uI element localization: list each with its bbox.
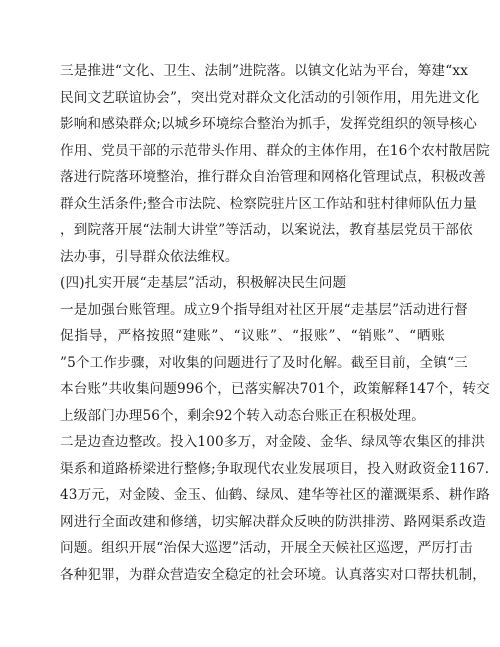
paragraph-line: 问题。组织开展“治保大巡逻”活动，开展全天候社区巡逻，严厉打击 [60,540,473,556]
paragraph-line: 影响和感染群众;以城乡环境综合整治为抓手，发挥党组织的领导核心 [60,116,478,132]
paragraph-line: 网进行全面改建和修缮，切实解决群众反映的防洪排涝、路网渠系改造 [60,513,487,530]
paragraph-line: 民间文艺联谊协会”，突出党对群众文化活动的引领作用，用先进文化 [60,89,480,106]
paragraph-line: 群众生活条件;整合市法院、检察院驻片区工作站和驻村律师队伍力量 [60,195,478,212]
paragraph-line: 各种犯罪，为群众营造安全稳定的社会环境。认真落实对口帮扶机制， [60,566,487,583]
paragraph-line: 二是边查边整改。投入100多万，对金陵、金华、绿凤等农集区的排洪 [60,434,485,450]
paragraph-line: 落进行院落环境整治，推行群众自治管理和网格化管理试点，积极改善 [60,169,487,185]
paragraph-line: 法办事，引导群众依法维权。 [60,248,239,265]
paragraph-line: 一是加强台账管理。成立9个指导组对社区开展“走基层”活动进行督 [60,301,468,318]
paragraph-line: 43万元，对金陵、金玉、仙鹤、绿凤、建华等社区的灌溉渠系、耕作路 [60,487,490,503]
section-heading: (四)扎实开展“走基层”活动，积极解决民生问题 [60,275,347,291]
paragraph-line: 本台账”共收集问题996个，已落实解决701个，政策解释147个，转交 [60,381,490,397]
paragraph-ledger-management [60,297,490,430]
paragraph-line: 作用、党员干部的示范带头作用、群众的主体作用，在16个农村散居院 [60,142,490,159]
paragraph-line: 上级部门办理56个，剩余92个转入动态台账正在积极处理。 [60,407,426,424]
paragraph-line: ”5个工作步骤，对收集的问题进行了及时化解。截至目前，全镇“三 [60,354,468,371]
paragraph-line: 渠系和道路桥梁进行整修;争取现代农业发展项目，投入财政资金1167. [60,460,490,477]
paragraph-culture-health-law [60,58,490,270]
paragraph-line: 促指导，严格按照“建账”、“议账”、“报账”、“销账”、“晒账 [60,328,445,344]
paragraph-rectification [60,429,490,588]
paragraph-line: 三是推进“文化、卫生、法制”进院落。以镇文化站为平台，筹建“xx [60,63,469,79]
document-body [60,58,490,588]
paragraph-line: ，到院落开展“法制大讲堂”等活动，以案说法，教育基层党员干部依 [60,222,473,238]
